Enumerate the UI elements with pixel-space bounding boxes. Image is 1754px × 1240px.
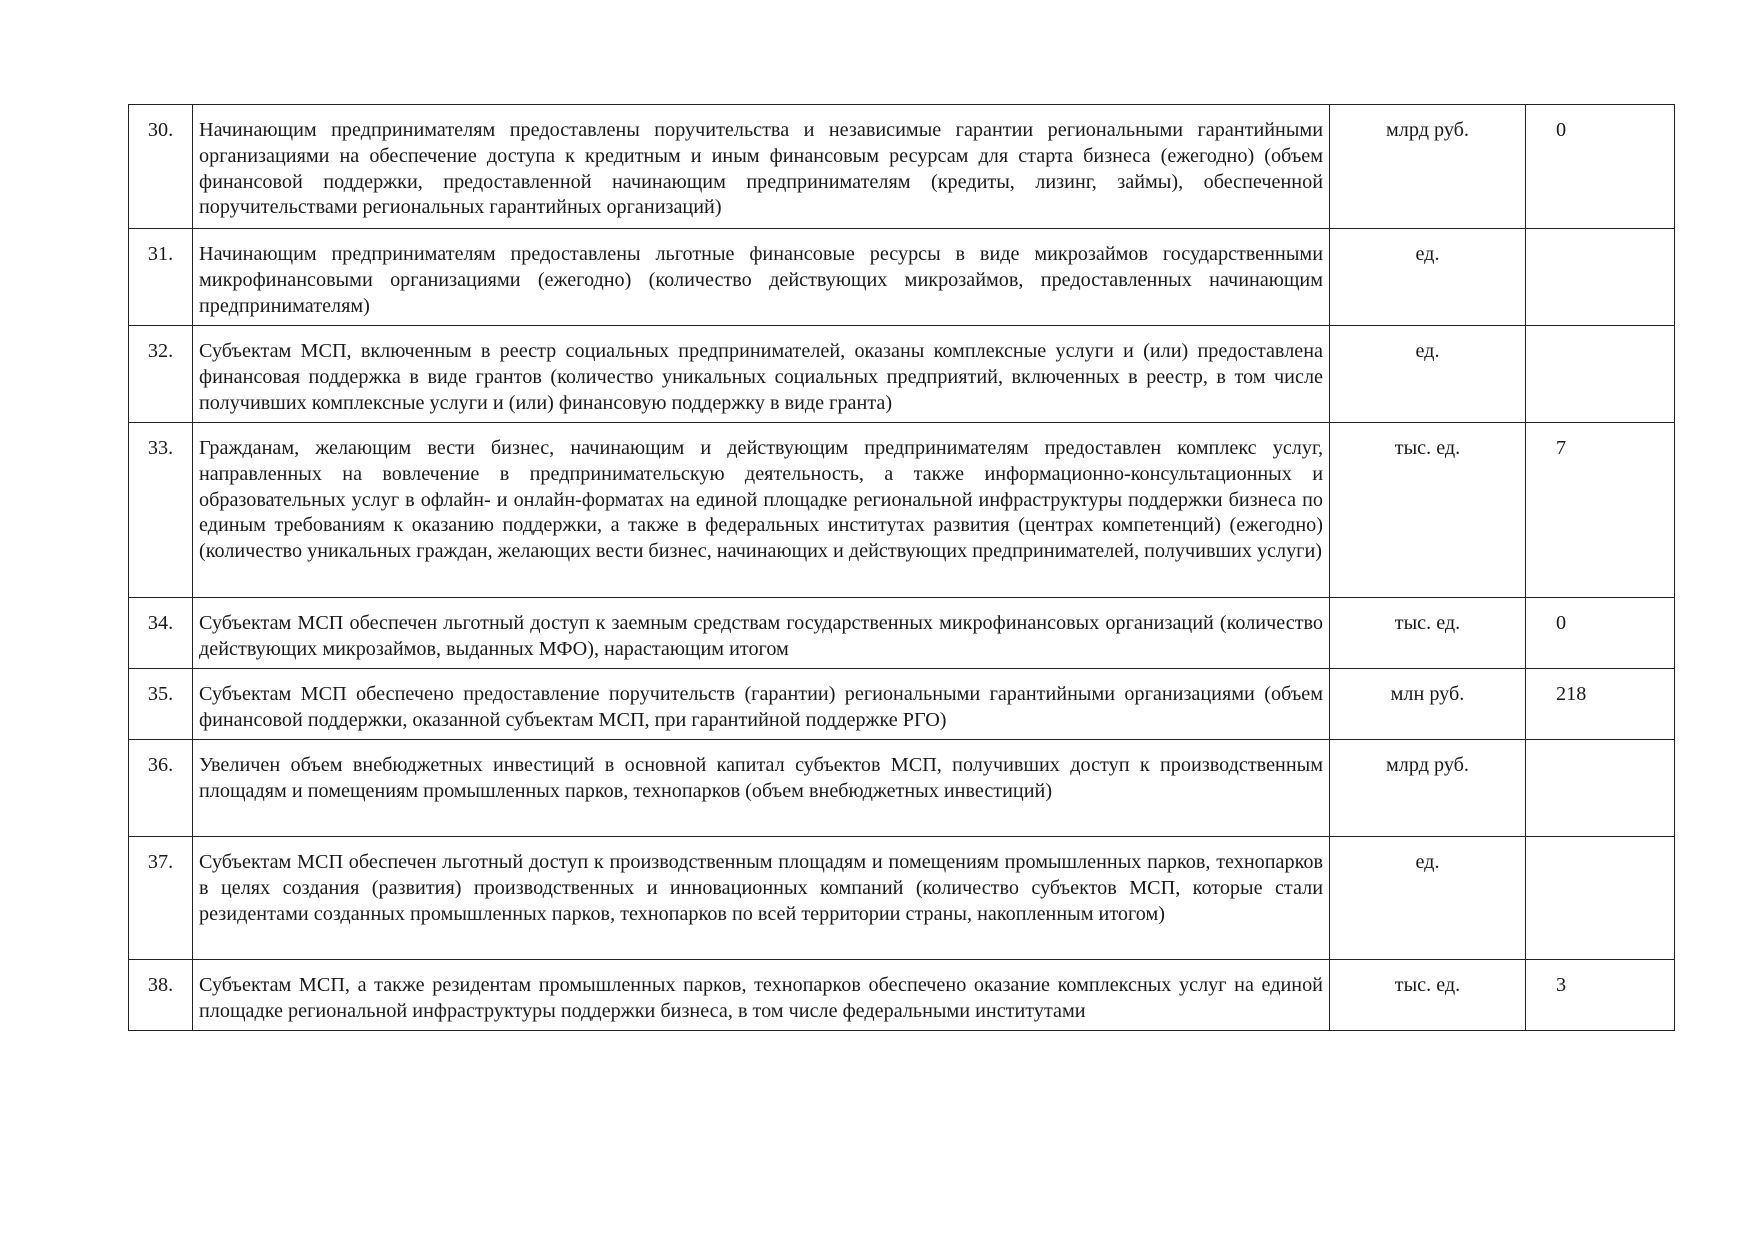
row-unit: ед. <box>1330 837 1526 960</box>
table-row <box>129 423 1675 598</box>
row-value <box>1526 740 1675 837</box>
row-value: 218 <box>1526 669 1675 740</box>
table-row <box>129 105 1675 229</box>
row-unit: млрд руб. <box>1330 740 1526 837</box>
row-description: Начинающим предпринимателям предоставлены поручительства и независимые гарантии региональными гарантийными организациями на обеспечение доступа к кредитным и иным финансовым ресурсам для старта бизнеса (ежегодно) (объем финансовой поддержки, предоставленной начинающим предпринимателям (кредиты, лизинг, займы), обеспеченной поручительствами региональных гарантийных организаций) <box>193 105 1330 229</box>
row-value: 7 <box>1526 423 1675 598</box>
row-number: 38. <box>129 960 193 1031</box>
row-unit: млрд руб. <box>1330 105 1526 229</box>
row-description: Субъектам МСП обеспечен льготный доступ к заемным средствам государственных микрофинансовых организаций (количество действующих микрозаймов, выданных МФО), нарастающим итогом <box>193 598 1330 669</box>
row-description: Субъектам МСП, включенным в реестр социальных предпринимателей, оказаны комплексные услуги и (или) предоставлена финансовая поддержка в виде грантов (количество уникальных социальных предприятий, включенных в реестр, в том числе получивших комплексные услуги и (или) финансовую поддержку в виде гранта) <box>193 326 1330 423</box>
table-row <box>129 837 1675 960</box>
row-number: 32. <box>129 326 193 423</box>
row-unit: млн руб. <box>1330 669 1526 740</box>
row-value <box>1526 837 1675 960</box>
row-value <box>1526 326 1675 423</box>
table-row <box>129 326 1675 423</box>
row-description: Начинающим предпринимателям предоставлены льготные финансовые ресурсы в виде микрозаймов государственными микрофинансовыми организациями (ежегодно) (количество действующих микрозаймов, предоставленных начинающим предпринимателям) <box>193 229 1330 326</box>
table-row <box>129 229 1675 326</box>
row-value: 0 <box>1526 105 1675 229</box>
row-unit: тыс. ед. <box>1330 423 1526 598</box>
row-description: Гражданам, желающим вести бизнес, начинающим и действующим предпринимателям предоставлен комплекс услуг, направленных на вовлечение в предпринимательскую деятельность, а также информационно-консультационных и образовательных услуг в офлайн- и онлайн-форматах на единой площадке региональной инфраструктуры поддержки бизнеса по единым требованиям к оказанию поддержки, а также в федеральных институтах развития (центрах компетенций) (ежегодно) (количество уникальных граждан, желающих вести бизнес, начинающих и действующих предпринимателей, получивших услуги) <box>193 423 1330 598</box>
row-value <box>1526 229 1675 326</box>
row-value: 0 <box>1526 598 1675 669</box>
table-row <box>129 598 1675 669</box>
row-number: 33. <box>129 423 193 598</box>
row-number: 37. <box>129 837 193 960</box>
row-description: Субъектам МСП обеспечен льготный доступ к производственным площадям и помещениям промышленных парков, технопарков в целях создания (развития) производственных и инновационных компаний (количество субъектов МСП, которые стали резидентами созданных промышленных парков, технопарков по всей территории страны, накопленным итогом) <box>193 837 1330 960</box>
row-number: 36. <box>129 740 193 837</box>
row-number: 31. <box>129 229 193 326</box>
row-description: Субъектам МСП обеспечено предоставление поручительств (гарантии) региональными гарантийными организациями (объем финансовой поддержки, оказанной субъектам МСП, при гарантийной поддержке РГО) <box>193 669 1330 740</box>
row-value: 3 <box>1526 960 1675 1031</box>
table-row <box>129 740 1675 837</box>
row-description: Субъектам МСП, а также резидентам промышленных парков, технопарков обеспечено оказание комплексных услуг на единой площадке региональной инфраструктуры поддержки бизнеса, в том числе федеральными институтами <box>193 960 1330 1031</box>
row-unit: ед. <box>1330 326 1526 423</box>
indicators-table <box>128 104 1675 1031</box>
table-row <box>129 960 1675 1031</box>
row-description: Увеличен объем внебюджетных инвестиций в основной капитал субъектов МСП, получивших доступ к производственным площадям и помещениям промышленных парков, технопарков (объем внебюджетных инвестиций) <box>193 740 1330 837</box>
row-number: 35. <box>129 669 193 740</box>
row-number: 30. <box>129 105 193 229</box>
table-row <box>129 669 1675 740</box>
row-unit: ед. <box>1330 229 1526 326</box>
row-unit: тыс. ед. <box>1330 960 1526 1031</box>
row-number: 34. <box>129 598 193 669</box>
row-unit: тыс. ед. <box>1330 598 1526 669</box>
